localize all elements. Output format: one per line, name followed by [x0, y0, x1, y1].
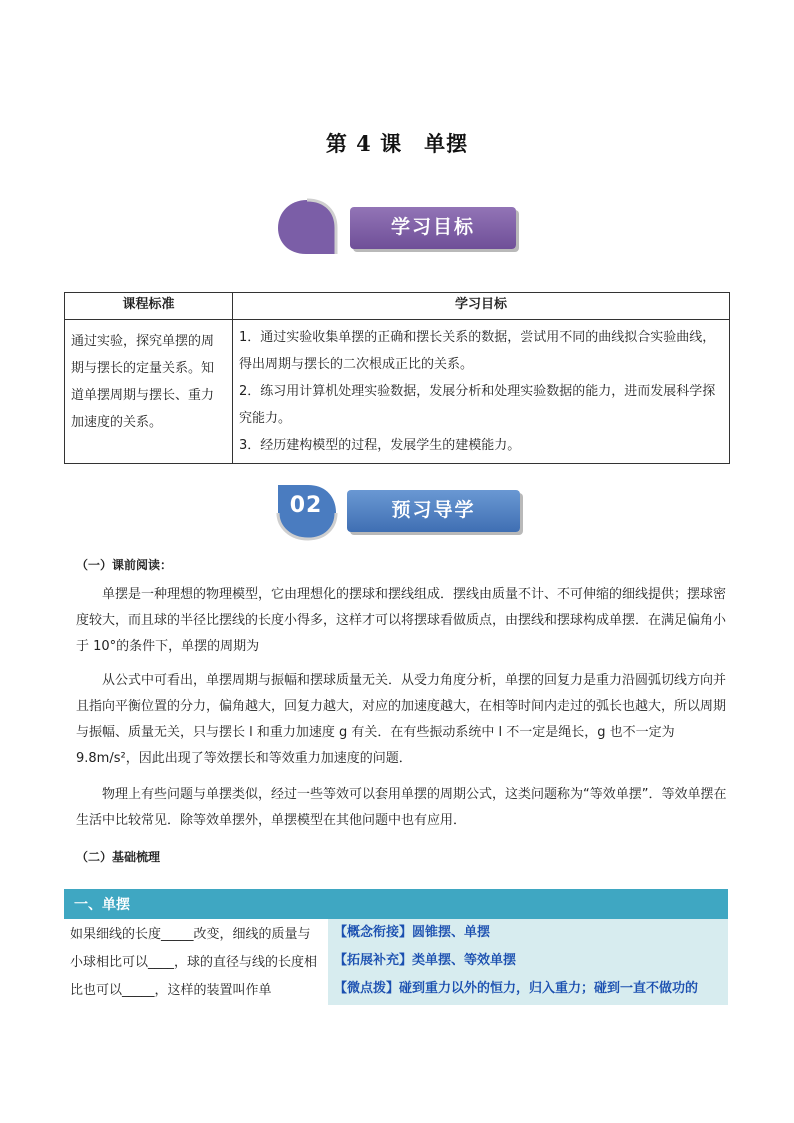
section-banner-learning-goals: 学习目标: [350, 207, 516, 249]
goal-item: 3．经历建构模型的过程，发展学生的建模能力。: [239, 438, 521, 453]
note-tag: 【拓展补充】: [334, 953, 413, 968]
banner-leaf-icon: [276, 198, 338, 256]
goals-cell: [233, 320, 730, 464]
section-heading-basics: （二）基础梳理: [76, 850, 161, 864]
table-row: [65, 320, 730, 464]
list-item: [334, 919, 722, 947]
note-tag: 【微点拨】: [334, 981, 400, 996]
note-text: 碰到重力以外的恒力，归入重力；碰到一直不做功的: [399, 981, 699, 996]
list-item: [334, 975, 722, 1003]
note-text: 类单摆、等效单摆: [412, 953, 517, 968]
page-title: 第 4 课 单摆: [325, 131, 469, 156]
course-standard-cell: 通过实验，探究单摆的周期与摆长的定量关系。知道单摆周期与摆长、重力加速度的关系。: [65, 320, 233, 464]
list-item: [334, 947, 722, 975]
basics-left-text: 如果细线的长度_____改变，细线的质量与小球相比可以____，球的直径与线的长度相比也可以_____，这样的装置叫作单: [70, 927, 318, 998]
header-goals: 学习目标: [233, 293, 730, 320]
goal-item: 1．通过实验收集单摆的正确和摆长关系的数据，尝试用不同的曲线拟合实验曲线，得出周期与摆长的二次根成正比的关系。: [239, 330, 716, 372]
basics-table-header: 一、单摆: [64, 889, 728, 919]
objectives-table: [64, 292, 730, 464]
reading-paragraph: 从公式中可看出，单摆周期与振幅和摆球质量无关．从受力角度分析，单摆的回复力是重力沿圆弧切线方向并且指向平衡位置的分力，偏角越大，回复力越大，对应的加速度越大，在相等时间内走过的弧长也越大，所以周期与振幅、质量无关，只与摆长 l 和重力加速度 g 有关．在有些振动系统中 l 不一定是绳长，g 也不一定为 9.8m/s²，因此出现了等效摆长和等效重力加速度的问题．: [76, 673, 727, 766]
reading-paragraph: 物理上有些问题与单摆类似，经过一些等效可以套用单摆的周期公式，这类问题称为“等效单摆”．等效单摆在生活中比较常见．除等效单摆外，单摆模型在其他问题中也有应用．: [76, 787, 727, 828]
section-number: 02: [289, 493, 323, 518]
reading-paragraph: 单摆是一种理想的物理模型，它由理想化的摆球和摆线组成．摆线由质量不计、不可伸缩的细线提供；摆球密度较大，而且球的半径比摆线的长度小得多，这样才可以将摆球看做质点，由摆线和摆球构成单摆．在满足偏角小于 10°的条件下，单摆的周期为: [76, 587, 727, 654]
section-heading-reading: （一）课前阅读：: [76, 558, 173, 572]
section-banner-preview: 预习导学: [347, 490, 520, 532]
note-tag: 【概念衔接】: [334, 925, 413, 940]
note-text: 圆锥摆、单摆: [412, 925, 491, 940]
basics-table: [64, 889, 728, 1005]
table-header-row: [65, 293, 730, 320]
header-standard: 课程标准: [65, 293, 233, 320]
basics-right-notes: [328, 919, 728, 1005]
goal-item: 2．练习用计算机处理实验数据，发展分析和处理实验数据的能力，进而发展科学探究能力。: [239, 384, 716, 426]
